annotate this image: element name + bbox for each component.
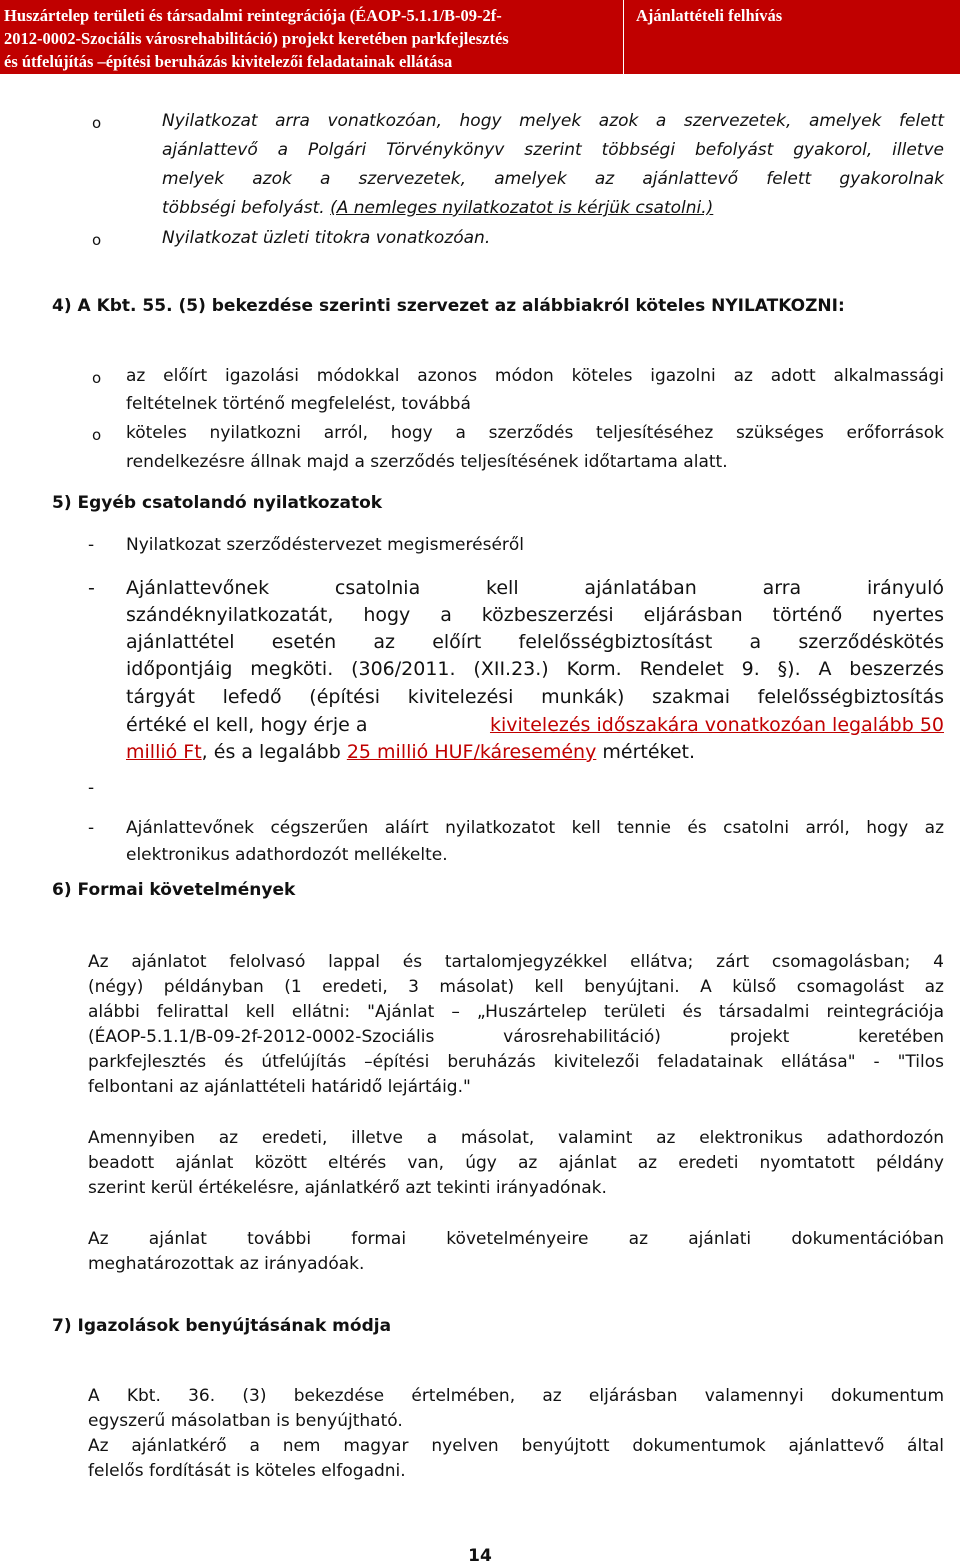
section-heading-6: 6) Formai követelmények [52,880,296,900]
text-line: Nyilatkozat üzleti titokra vonatkozóan. [162,228,491,248]
text-line: Az ajánlatkérő a nem magyar nyelven benyújtott dokumentumok ajánlattevő által [88,1436,944,1456]
insurance-period-link: kivitelezés időszakára vonatkozóan legalább 50 [489,714,944,736]
text-line: ajánlattevő a Polgári Törvénykönyv szerint többségi befolyást gyakorol, illetve [162,140,944,160]
per-event-amount-link: 25 millió HUF/káresemény [346,741,597,763]
bullet-marker: o [92,231,102,249]
dash-marker: - [88,778,95,798]
text-line: Az ajánlat további formai követelményeire az ajánlati dokumentációban [88,1229,944,1249]
text-line: (ÉAOP-5.1.1/B-09-2f-2012-0002-Szociális városrehabilitáció) projekt keretében [88,1027,944,1047]
section-heading-7: 7) Igazolások benyújtásának módja [52,1316,392,1336]
text-line [126,714,944,736]
header-line: és útfelújítás –építési beruházás kivitelezői feladatainak ellátása [4,52,453,71]
text-line: rendelkezésre állnak majd a szerződés teljesítésének időtartama alatt. [126,452,728,472]
text-line: alábbi felirattal kell ellátni: "Ajánlat – „Huszártelep területi és társadalmi reintegrációja [88,1002,944,1022]
text-line: egyszerű másolatban is benyújtható. [88,1411,403,1431]
text-line: felbontani az ajánlattételi határidő lejártáig." [88,1077,471,1097]
text-line: elektronikus adathordozót mellékelte. [126,845,448,865]
text-line: felelős fordítását is köteles elfogadni. [88,1461,406,1481]
bullet-marker: o [92,426,102,444]
text-line: köteles nyilatkozni arról, hogy a szerződés teljesítéséhez szükséges erőforrások [126,423,944,443]
header-line: 2012-0002-Szociális városrehabilitáció) projekt keretében parkfejlesztés [4,29,509,48]
text-line: beadott ajánlat között eltérés van, úgy az ajánlat az eredeti nyomtatott példány [88,1153,944,1173]
text-line: Ajánlattevőnek csatolnia kell ajánlatában arra irányuló [126,577,944,599]
text-line: Nyilatkozat arra vonatkozóan, hogy melyek azok a szervezetek, amelyek felett [162,111,944,131]
text-line: A Kbt. 36. (3) bekezdése értelmében, az eljárásban valamennyi dokumentum [88,1386,944,1406]
page-header [0,0,960,74]
dash-marker: - [88,535,95,555]
text-line: Az ajánlatot felolvasó lappal és tartalomjegyzékkel ellátva; zárt csomagolásban; 4 [88,952,944,972]
insurance-amount-link: millió Ft [126,741,202,763]
section-heading-4: 4) A Kbt. 55. (5) bekezdése szerinti szervezet az alábbiakról köteles NYILATKOZNI: [52,296,845,316]
text-line: szándéknyilatkozatát, hogy a közbeszerzési eljárásban történő nyertes [126,604,944,626]
dash-marker: - [88,577,95,599]
text-line: Amennyiben az eredeti, illetve a másolat, valamint az elektronikus adathordozón [88,1128,944,1148]
header-line: Huszártelep területi és társadalmi reintegrációja (ÉAOP-5.1.1/B-09-2f- [4,6,502,25]
text-line: feltételnek történő megfelelést, továbbá [126,394,471,414]
text-line [126,741,695,763]
text-line: időpontjáig megköti. (306/2011. (XII.23.) Korm. Rendelet 9. §). A beszerzés [126,658,944,680]
header-project-title [0,0,624,74]
text-line: melyek azok a szervezetek, amelyek az ajánlattevő felett gyakorolnak [162,169,944,189]
text-line: Nyilatkozat szerződéstervezet megismeréséről [126,535,525,555]
text-line: szerint kerül értékelésre, ajánlatkérő azt tekinti irányadónak. [88,1178,607,1198]
text-span: többségi befolyást. [162,198,331,218]
text-line: az előírt igazolási módokkal azonos módon köteles igazolni az adott alkalmassági [126,366,944,386]
text-line: parkfejlesztés és útfelújítás –építési beruházás kivitelezői feladatainak ellátása" - "Tilos [88,1052,944,1072]
section-heading-5: 5) Egyéb csatolandó nyilatkozatok [52,493,383,513]
text-line [162,198,713,218]
text-line: tárgyát lefedő (építési kivitelezési munkák) szakmai felelősségbiztosítás [126,686,944,708]
bullet-marker: o [92,369,102,387]
bullet-marker: o [92,114,102,132]
text-line: Ajánlattevőnek cégszerűen aláírt nyilatkozatot kell tennie és csatolni arról, hogy az [126,818,944,838]
header-doc-type: Ajánlattételi felhívás [636,6,783,25]
page-number: 14 [468,1546,492,1566]
text-line: meghatározottak az irányadóak. [88,1254,365,1274]
text-span: értéké el kell, hogy érje a [126,714,368,736]
text-span: , és a legalább [201,741,347,763]
text-span: mértéket. [596,741,696,763]
dash-marker: - [88,818,95,838]
text-line: (négy) példányban (1 eredeti, 3 másolat) kell benyújtani. A külső csomagolást az [88,977,944,997]
text-line: ajánlattétel esetén az előírt felelősségbiztosítást a szerződéskötés [126,631,944,653]
underlined-note: (A nemleges nyilatkozatot is kérjük csatolni.) [330,198,714,218]
